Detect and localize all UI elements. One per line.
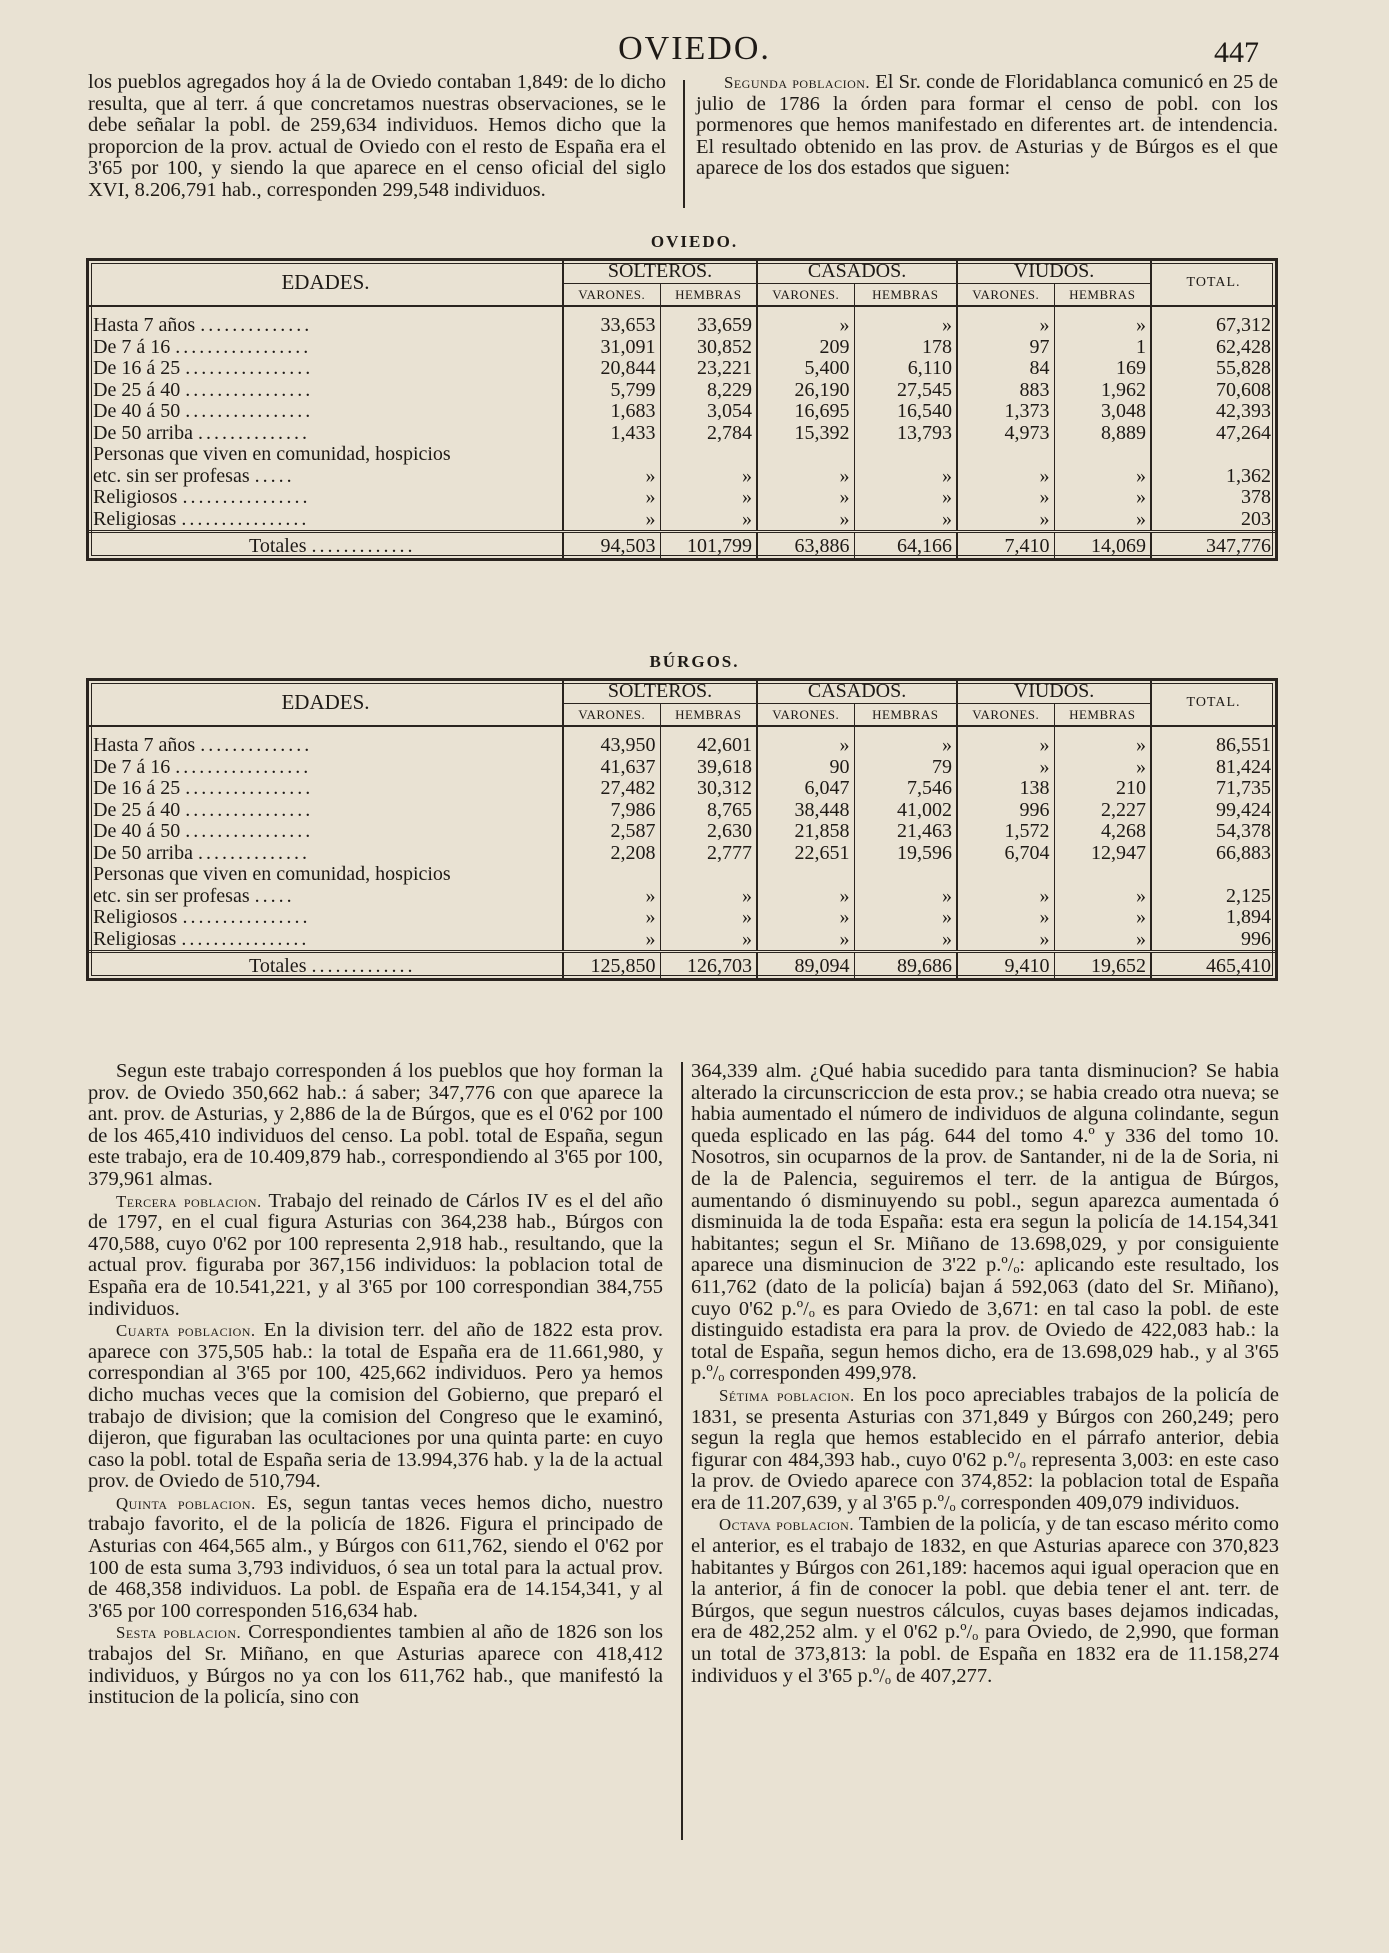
header-hembras: HEMBRAS <box>1054 283 1151 306</box>
table-cell: 81,424 <box>1151 757 1275 779</box>
table-cell: 6,704 <box>957 843 1054 865</box>
table-row <box>89 466 1275 488</box>
table-cell: 79 <box>854 757 957 779</box>
table-cell: 138 <box>957 778 1054 800</box>
table-cell: » <box>757 487 854 509</box>
table-cell: 33,659 <box>660 306 757 337</box>
row-label: Hasta 7 años .............. <box>93 734 313 756</box>
table-row <box>89 929 1275 952</box>
table-row <box>89 401 1275 423</box>
table-cell: 1,572 <box>957 821 1054 843</box>
table-cell: 47,264 <box>1151 423 1275 445</box>
paragraph-text: Segun este trabajo corresponden á los pueblos que hoy forman la prov. de Oviedo 350,662 hab.: á saber; 347,776 con que aparece la ant. prov. de Asturias, y 2,886 de la de Búrgos, que es el 0'62 por 100 de los 465,410 individuos del censo. La pobl. total de España, segun este trabajo, era de 10.409,879 hab., correspondiendo al 3'65 por 100, 379,961 almas. <box>88 1060 663 1190</box>
top-right-column <box>696 72 1278 180</box>
header-total: TOTAL. <box>1151 261 1275 306</box>
header-total: TOTAL. <box>1151 681 1275 726</box>
table-cell: 1,962 <box>1054 380 1151 402</box>
paragraph <box>691 1514 1279 1687</box>
table-row <box>89 800 1275 822</box>
table-cell: 97 <box>957 337 1054 359</box>
table-row <box>89 843 1275 865</box>
table-cell: » <box>1054 907 1151 929</box>
total-cell: 101,799 <box>660 532 757 558</box>
header-edades: EDADES. <box>89 261 563 306</box>
table-row <box>89 726 1275 757</box>
header-casados: CASADOS. <box>757 261 957 283</box>
row-label: De 40 á 50 ................ <box>93 821 314 842</box>
table-cell: » <box>757 726 854 757</box>
table-cell: 1,683 <box>563 401 660 423</box>
row-label: Personas que viven en comunidad, hospicios <box>93 864 451 885</box>
table-row <box>89 864 1275 886</box>
header-hembras: HEMBRAS <box>660 283 757 306</box>
row-label: De 7 á 16 ................. <box>93 336 312 358</box>
table-row <box>89 907 1275 929</box>
table-cell: » <box>757 509 854 532</box>
table-caption-oviedo: OVIEDO. <box>650 232 739 251</box>
table-cell: 169 <box>1054 358 1151 380</box>
table-cell: 55,828 <box>1151 358 1275 380</box>
total-cell: 19,652 <box>1054 952 1151 978</box>
table-cell: 210 <box>1054 778 1151 800</box>
table-cell: 67,312 <box>1151 306 1275 337</box>
table-cell: 39,618 <box>660 757 757 779</box>
table-cell: 41,637 <box>563 757 660 779</box>
table-cell <box>1054 864 1151 886</box>
total-cell: 63,886 <box>757 532 854 558</box>
header-casados: CASADOS. <box>757 681 957 703</box>
total-cell: 89,094 <box>757 952 854 978</box>
table-cell: 2,777 <box>660 843 757 865</box>
table-cell: 26,190 <box>757 380 854 402</box>
top-left-column <box>88 72 666 202</box>
table-cell: 8,229 <box>660 380 757 402</box>
row-label: De 16 á 25 ................ <box>93 358 314 379</box>
total-cell: 125,850 <box>563 952 660 978</box>
paragraph <box>88 1320 663 1493</box>
header-hembras: HEMBRAS <box>854 703 957 726</box>
table-cell <box>563 444 660 466</box>
totals-label: Totales ............. <box>89 952 563 978</box>
total-cell: 126,703 <box>660 952 757 978</box>
row-label: De 25 á 40 ................ <box>93 799 314 821</box>
paragraph-text: En los poco apreciables trabajos de la policía de 1831, se presenta Asturias con 371,849 y Búrgos con 260,249; pero segun la regla que hemos establecido en el párrafo anterior, debia figurar con 484,393 hab., cuyo 0'62 p.º/ₒ representa 3,003: en este caso la prov. de Oviedo aparece con 374,852: la poblacion total de España era de 11.207,639, y al 3'65 p.º/ₒ corresponden 409,079 individuos. <box>691 1383 1280 1514</box>
paragraph <box>691 1385 1279 1515</box>
paragraph <box>696 72 1278 180</box>
table-cell: » <box>757 466 854 488</box>
total-cell: 465,410 <box>1151 952 1275 978</box>
table-cell: 38,448 <box>757 800 854 822</box>
row-label: De 25 á 40 ................ <box>93 379 314 401</box>
table-cell: 4,268 <box>1054 821 1151 843</box>
table-cell: 3,054 <box>660 401 757 423</box>
section-heading: Quinta poblacion. <box>116 1493 256 1513</box>
total-cell: 7,410 <box>957 532 1054 558</box>
table-cell: » <box>957 509 1054 532</box>
section-heading: Cuarta poblacion. <box>116 1321 256 1341</box>
table-cell: 2,784 <box>660 423 757 445</box>
paragraph-text: Correspondientes tambien al año de 1826 son los trabajos del Sr. Miñano, en que Asturias aparece con 418,412 individuos, y Búrgos no ya con los 611,762 hab., que manifestó la institucion de la policía, sino con <box>88 1621 663 1709</box>
header-viudos: VIUDOS. <box>957 261 1151 283</box>
table-cell: » <box>854 907 957 929</box>
table-cell: 31,091 <box>563 337 660 359</box>
table-cell: » <box>854 726 957 757</box>
table-cell: 1 <box>1054 337 1151 359</box>
table-cell: » <box>854 466 957 488</box>
table-cell: 2,630 <box>660 821 757 843</box>
paragraph-text: Trabajo del reinado de Cárlos IV es el del año de 1797, en el cual figura Asturias con 364,238 hab., Búrgos con 470,588, cuyo 0'62 por 100 representa 2,918 hab., resultando, que la actual prov. figuraba por 367,156 individuos: la poblacion total de España era de 10.541,221, y al 3'65 por 100 correspondian 384,755 individuos. <box>88 1189 663 1320</box>
table-cell: » <box>563 929 660 952</box>
table-cell: 66,883 <box>1151 843 1275 865</box>
table-row <box>89 487 1275 509</box>
table-cell: » <box>1054 757 1151 779</box>
table-cell: 21,463 <box>854 821 957 843</box>
total-cell: 14,069 <box>1054 532 1151 558</box>
table-cell: » <box>1054 466 1151 488</box>
table-cell: » <box>957 886 1054 908</box>
header-edades: EDADES. <box>89 681 563 726</box>
table-cell: » <box>1054 886 1151 908</box>
column-rule <box>681 1062 683 1840</box>
table-row <box>89 306 1275 337</box>
header-varones: VARONES. <box>757 703 854 726</box>
section-heading: Octava poblacion. <box>719 1515 855 1535</box>
table-cell: 209 <box>757 337 854 359</box>
totals-row <box>89 952 1275 978</box>
paragraph <box>88 1622 663 1708</box>
table-cell <box>1151 444 1275 466</box>
table-cell <box>854 864 957 886</box>
table-cell: 1,433 <box>563 423 660 445</box>
paragraph-text: 364,339 alm. ¿Qué habia sucedido para tanta disminucion? Se habia alterado la circunscriccion de esta prov.; se habia creado otra nueva; se habia aumentado el número de individuos de alguna colindante, segun queda esplicado en las pág. 644 del tomo 4.º y 336 del tomo 10. Nosotros, sin ocuparnos de la prov. de Santander, ni de la de Soria, ni de la de Palencia, seguiremos el terr. de la antigua de Búrgos, aumentando ó disminuyendo su pobl., segun aparezca aumentada ó disminuida la de toda España: esta era segun la policía de 14.154,341 habitantes; segun el Sr. Miñano de 13.698,029, y por consiguiente aparece una disminucion de 3'22 p.º/ₒ: aplicando este resultado, los 611,762 (dato de la policía) bajan á 592,063 (dato del Sr. Miñano), cuyo 0'62 p.º/ₒ es para Oviedo de 3,671: en tal caso la pobl. de este distinguido estadista era para la prov. de Oviedo de 422,083 hab.: la total de España, segun hemos dicho, era de 13.698,029 hab., y al 3'65 p.º/ₒ corresponden 499,978. <box>691 1060 1279 1385</box>
table-cell: 16,540 <box>854 401 957 423</box>
table-cell: 62,428 <box>1151 337 1275 359</box>
table-cell: 21,858 <box>757 821 854 843</box>
table-cell: » <box>563 466 660 488</box>
header-varones: VARONES. <box>563 703 660 726</box>
table-cell: 5,799 <box>563 380 660 402</box>
table-cell: 6,110 <box>854 358 957 380</box>
table-cell: 22,651 <box>757 843 854 865</box>
table-row <box>89 821 1275 843</box>
paragraph <box>88 1493 663 1623</box>
row-label: De 7 á 16 ................. <box>93 756 312 778</box>
table-cell <box>957 444 1054 466</box>
table-cell: » <box>854 886 957 908</box>
paragraph-text: El Sr. conde de Floridablanca comunicó en 25 de julio de 1786 la órden para formar el censo de pobl. con los pormenores que hemos manifestado en diferentes art. de intendencia. El resultado obtenido en las prov. de Asturias y de Búrgos es el que aparece de los dos estados que siguen: <box>696 71 1278 180</box>
page-number: 447 <box>1214 36 1259 69</box>
table-cell: » <box>957 466 1054 488</box>
table-cell: 86,551 <box>1151 726 1275 757</box>
table-cell <box>660 444 757 466</box>
table-cell: 27,545 <box>854 380 957 402</box>
table-cell: » <box>660 466 757 488</box>
table-cell <box>757 444 854 466</box>
table-cell: 4,973 <box>957 423 1054 445</box>
table-cell: 2,208 <box>563 843 660 865</box>
table-cell: » <box>957 306 1054 337</box>
table-cell: » <box>660 907 757 929</box>
table-cell: 178 <box>854 337 957 359</box>
header-varones: VARONES. <box>757 283 854 306</box>
row-label: De 40 á 50 ................ <box>93 401 314 422</box>
census-table-oviedo <box>86 258 1278 561</box>
table-cell: 883 <box>957 380 1054 402</box>
table-cell: » <box>957 487 1054 509</box>
table-cell: 996 <box>957 800 1054 822</box>
table-cell: 84 <box>957 358 1054 380</box>
census-table-burgos <box>86 678 1278 981</box>
table-cell: 99,424 <box>1151 800 1275 822</box>
table-cell: » <box>854 306 957 337</box>
header-hembras: HEMBRAS <box>1054 703 1151 726</box>
table-cell: 70,608 <box>1151 380 1275 402</box>
header-viudos: VIUDOS. <box>957 681 1151 703</box>
table-cell: 43,950 <box>563 726 660 757</box>
total-cell: 347,776 <box>1151 532 1275 558</box>
table-cell: 1,362 <box>1151 466 1275 488</box>
table-cell: 71,735 <box>1151 778 1275 800</box>
table-cell: » <box>660 509 757 532</box>
table-cell: 20,844 <box>563 358 660 380</box>
paragraph: los pueblos agregados hoy á la de Oviedo contaban 1,849: de lo dicho resulta, que al terr. á que concretamos nuestras observaciones, se le debe señalar la pobl. de 259,634 individuos. Hemos dicho que la proporcion de la prov. actual de Oviedo con el resto de España era el 3'65 por 100, y siendo la que aparece en el censo oficial del siglo XVI, 8.206,791 hab., corresponden 299,548 individuos. <box>88 71 666 201</box>
header-solteros: SOLTEROS. <box>563 261 757 283</box>
table-cell: 7,986 <box>563 800 660 822</box>
section-heading: Sesta poblacion. <box>116 1623 242 1643</box>
table-cell: 2,227 <box>1054 800 1151 822</box>
table-cell <box>854 444 957 466</box>
table-cell: » <box>563 487 660 509</box>
total-cell: 9,410 <box>957 952 1054 978</box>
table-cell: » <box>563 907 660 929</box>
table-cell: 27,482 <box>563 778 660 800</box>
table-cell: » <box>854 487 957 509</box>
table-cell: 3,048 <box>1054 401 1151 423</box>
bottom-right-column <box>691 1061 1279 1687</box>
table-cell: 30,312 <box>660 778 757 800</box>
table-caption-burgos: BÚRGOS. <box>649 652 740 671</box>
section-heading: Sétima poblacion. <box>719 1385 855 1405</box>
table-cell: 378 <box>1151 487 1275 509</box>
table-cell: » <box>1054 726 1151 757</box>
section-heading: Segunda poblacion. <box>724 73 871 92</box>
table-row <box>89 778 1275 800</box>
table-cell <box>757 864 854 886</box>
table-cell: » <box>854 509 957 532</box>
table-cell: » <box>660 929 757 952</box>
table-cell: » <box>757 306 854 337</box>
table-cell: » <box>563 509 660 532</box>
table-cell <box>957 864 1054 886</box>
table-cell: » <box>563 886 660 908</box>
row-label: Religiosos ................ <box>93 907 311 928</box>
table-cell: 19,596 <box>854 843 957 865</box>
row-label: De 50 arriba .............. <box>93 842 310 864</box>
paragraph-text: Tambien de la policía, y de tan escaso mérito como el anterior, es el trabajo de 1832, en que Asturias aparece con 370,823 habitantes y Búrgos con 261,189: hacemos aqui igual operacion que en la anterior, á fin de conocer la pobl. que debia tener el ant. terr. de Búrgos, que segun nuestros cálculos, cuyas bases dejamos indicadas, era de 482,252 alm. y el 0'62 p.º/ₒ para Oviedo, de 2,990, que forman un total de 373,813: la pobl. de España en 1832 era de 11.158,274 individuos y el 3'65 p.º/ₒ de 407,277. <box>691 1513 1279 1687</box>
row-label: Personas que viven en comunidad, hospicios <box>93 444 451 465</box>
column-rule <box>683 80 685 208</box>
table-cell: 8,765 <box>660 800 757 822</box>
table-cell: 8,889 <box>1054 423 1151 445</box>
table-cell: » <box>1054 929 1151 952</box>
table-row <box>89 886 1275 908</box>
table-cell: 90 <box>757 757 854 779</box>
row-label: Religiosas ................ <box>93 508 310 530</box>
table-cell: » <box>660 886 757 908</box>
table-cell: » <box>757 886 854 908</box>
table-cell: 996 <box>1151 929 1275 952</box>
table-row <box>89 337 1275 359</box>
header-hembras: HEMBRAS <box>854 283 957 306</box>
table-cell: 54,378 <box>1151 821 1275 843</box>
row-label: De 50 arriba .............. <box>93 422 310 444</box>
table-row <box>89 358 1275 380</box>
table-cell: 30,852 <box>660 337 757 359</box>
table-cell: 1,894 <box>1151 907 1275 929</box>
table-cell: 41,002 <box>854 800 957 822</box>
table-cell: 5,400 <box>757 358 854 380</box>
table-cell <box>1054 444 1151 466</box>
table-cell: 15,392 <box>757 423 854 445</box>
table-cell: 42,601 <box>660 726 757 757</box>
table-cell: 2,587 <box>563 821 660 843</box>
paragraph <box>691 1061 1279 1385</box>
table-cell: » <box>660 487 757 509</box>
total-cell: 89,686 <box>854 952 957 978</box>
table-cell: » <box>957 726 1054 757</box>
table-cell: 6,047 <box>757 778 854 800</box>
header-solteros: SOLTEROS. <box>563 681 757 703</box>
table-cell: 12,947 <box>1054 843 1151 865</box>
table-cell: 16,695 <box>757 401 854 423</box>
row-label: etc. sin ser profesas ..... <box>93 465 295 487</box>
paragraph <box>88 1191 663 1321</box>
table-cell: 33,653 <box>563 306 660 337</box>
paragraph-text: Es, segun tantas veces hemos dicho, nuestro trabajo favorito, el de la policía de 1826. Figura el principado de Asturias con 464,565 alm., y Búrgos con 611,762, siendo el 0'62 por 100 de esta suma 3,793 individuos, ó sea un total para la actual prov. de 468,358 individuos. La pobl. de España era de 14.154,341, y al 3'65 por 100 corresponden 516,634 hab. <box>88 1491 663 1622</box>
totals-label: Totales ............. <box>89 532 563 558</box>
table-cell: » <box>757 929 854 952</box>
row-label: etc. sin ser profesas ..... <box>93 885 295 907</box>
running-header <box>0 30 1389 74</box>
table-cell: 1,373 <box>957 401 1054 423</box>
table-cell: » <box>854 929 957 952</box>
page-title: OVIEDO. <box>618 30 771 67</box>
table-cell: » <box>957 907 1054 929</box>
table-cell: 23,221 <box>660 358 757 380</box>
table-cell: 13,793 <box>854 423 957 445</box>
header-hembras: HEMBRAS <box>660 703 757 726</box>
table-cell: » <box>957 929 1054 952</box>
table-cell: 7,546 <box>854 778 957 800</box>
table-cell: » <box>757 907 854 929</box>
paragraph <box>88 1061 663 1191</box>
table-cell: » <box>1054 509 1151 532</box>
row-label: Religiosos ................ <box>93 487 311 508</box>
row-label: De 16 á 25 ................ <box>93 778 314 799</box>
table-cell: » <box>1054 306 1151 337</box>
section-heading: Tercera poblacion. <box>116 1191 262 1211</box>
row-label: Religiosas ................ <box>93 928 310 950</box>
bottom-left-column <box>88 1061 663 1709</box>
header-varones: VARONES. <box>563 283 660 306</box>
table-cell: » <box>957 757 1054 779</box>
table-cell <box>660 864 757 886</box>
header-varones: VARONES. <box>957 283 1054 306</box>
table-cell <box>563 864 660 886</box>
totals-row <box>89 532 1275 558</box>
table-cell: » <box>1054 487 1151 509</box>
paragraph-text: En la division terr. del año de 1822 esta prov. aparece con 375,505 hab.: la total de España era de 11.661,980, y correspondian al 3'65 por 100, 425,662 individuos. Pero ya hemos dicho muchas veces que la comision del Gobierno, que preparó el trabajo de division; que la comision del Congreso que le examinó, dijeron, que figuraban las ocultaciones por una quinta parte: en cuyo caso la pobl. total de España seria de 13.994,376 hab. y la de la actual prov. de Oviedo de 510,794. <box>88 1319 663 1493</box>
table-row <box>89 444 1275 466</box>
header-varones: VARONES. <box>957 703 1054 726</box>
total-cell: 94,503 <box>563 532 660 558</box>
row-label: Hasta 7 años .............. <box>93 314 313 336</box>
table-row <box>89 423 1275 445</box>
total-cell: 64,166 <box>854 532 957 558</box>
table-cell: 2,125 <box>1151 886 1275 908</box>
table-row <box>89 380 1275 402</box>
table-row <box>89 509 1275 532</box>
table-cell: 42,393 <box>1151 401 1275 423</box>
table-row <box>89 757 1275 779</box>
table-cell <box>1151 864 1275 886</box>
table-cell: 203 <box>1151 509 1275 532</box>
